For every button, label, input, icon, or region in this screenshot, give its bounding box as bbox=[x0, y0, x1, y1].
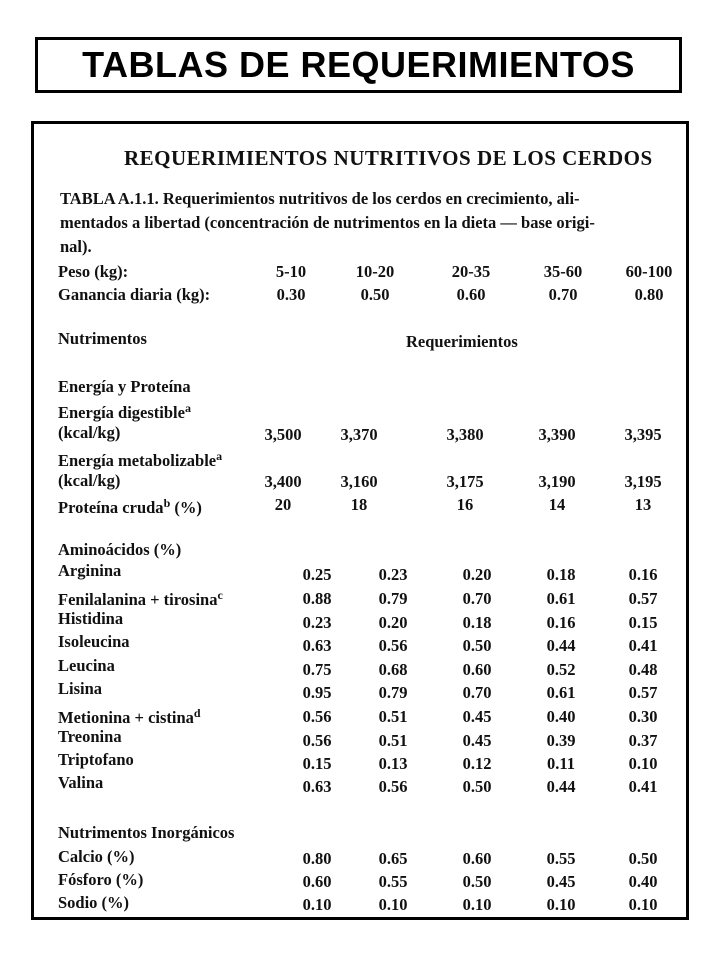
energia-digestible-value: 3,380 bbox=[446, 425, 484, 444]
peso-value: 20-35 bbox=[451, 262, 491, 281]
inorganico-value: 0.40 bbox=[628, 872, 658, 891]
ganancia-value: 0.60 bbox=[456, 285, 486, 304]
page-title: TABLAS DE REQUERIMIENTOS bbox=[82, 44, 635, 85]
inorganico-value: 0.10 bbox=[628, 895, 658, 914]
peso-label: Peso (kg): bbox=[58, 262, 129, 281]
aminoacido-value: 0.20 bbox=[462, 565, 492, 584]
aminoacido-label-text: Isoleucina bbox=[58, 632, 130, 651]
aminoacido-value: 0.30 bbox=[628, 707, 658, 726]
aminoacido-label bbox=[58, 631, 130, 653]
aminoacido-value: 0.45 bbox=[462, 707, 492, 726]
energia-metabolizable-value: 3,175 bbox=[446, 472, 484, 491]
inorganico-value: 0.55 bbox=[378, 872, 408, 891]
aminoacido-value: 0.56 bbox=[378, 777, 408, 796]
aminoacido-value: 0.15 bbox=[628, 613, 658, 632]
document-content bbox=[34, 124, 686, 917]
inorganico-value: 0.55 bbox=[546, 849, 576, 868]
ganancia-label: Ganancia diaria (kg): bbox=[58, 285, 211, 304]
aminoacido-value: 0.70 bbox=[462, 683, 492, 702]
kcal-label-2: (kcal/kg) bbox=[58, 471, 121, 490]
inorganico-label-text: Sodio (%) bbox=[58, 893, 130, 912]
footnote-b-mark: b bbox=[163, 496, 171, 510]
aminoacidos-section-label: Aminoácidos (%) bbox=[58, 540, 182, 559]
ganancia-value: 0.50 bbox=[360, 285, 390, 304]
page-title-box bbox=[35, 37, 682, 93]
aminoacido-value: 0.25 bbox=[302, 565, 332, 584]
aminoacido-value: 0.23 bbox=[302, 613, 332, 632]
energia-metabolizable-label bbox=[58, 445, 223, 470]
peso-value: 60-100 bbox=[625, 262, 673, 281]
aminoacido-label-footnote-mark: c bbox=[217, 588, 223, 602]
aminoacido-value: 0.48 bbox=[628, 660, 658, 679]
peso-value: 5-10 bbox=[275, 262, 307, 281]
aminoacido-value: 0.56 bbox=[302, 731, 332, 750]
aminoacido-value: 0.50 bbox=[462, 777, 492, 796]
aminoacido-value: 0.11 bbox=[547, 754, 575, 773]
aminoacido-value: 0.10 bbox=[628, 754, 658, 773]
aminoacido-value: 0.44 bbox=[546, 636, 576, 655]
ganancia-value: 0.30 bbox=[276, 285, 306, 304]
aminoacido-value: 0.61 bbox=[546, 683, 576, 702]
aminoacido-label bbox=[58, 772, 103, 794]
aminoacido-label-text: Arginina bbox=[58, 561, 122, 580]
energia-digestible-value: 3,390 bbox=[538, 425, 576, 444]
aminoacido-value: 0.57 bbox=[628, 589, 658, 608]
aminoacido-value: 0.56 bbox=[302, 707, 332, 726]
requerimientos-label: Requerimientos bbox=[406, 332, 518, 351]
aminoacido-value: 0.23 bbox=[378, 565, 408, 584]
inorganico-value: 0.45 bbox=[546, 872, 576, 891]
aminoacido-label-text: Histidina bbox=[58, 609, 124, 628]
aminoacido-value: 0.40 bbox=[546, 707, 576, 726]
aminoacido-label bbox=[58, 584, 223, 609]
aminoacido-value: 0.79 bbox=[378, 683, 408, 702]
aminoacido-value: 0.44 bbox=[546, 777, 576, 796]
caption-line-2: mentados a libertad (concentración de nutrimentos en la dieta — base origi- bbox=[60, 213, 595, 232]
aminoacido-label-text: Triptofano bbox=[58, 750, 134, 769]
aminoacido-label bbox=[58, 749, 134, 771]
aminoacido-value: 0.68 bbox=[378, 660, 408, 679]
aminoacido-value: 0.57 bbox=[628, 683, 658, 702]
proteina-label bbox=[58, 492, 202, 517]
inorganico-value: 0.10 bbox=[302, 895, 332, 914]
aminoacido-label-footnote-mark: d bbox=[193, 706, 201, 720]
aminoacido-label bbox=[58, 678, 102, 700]
energia-metabolizable-value: 3,195 bbox=[624, 472, 662, 491]
caption-line-3: nal). bbox=[60, 237, 92, 256]
inorganico-value: 0.10 bbox=[462, 895, 492, 914]
aminoacido-label bbox=[58, 702, 201, 727]
table-caption bbox=[60, 187, 688, 259]
inorganico-value: 0.10 bbox=[378, 895, 408, 914]
inorganico-value: 0.50 bbox=[628, 849, 658, 868]
aminoacido-value: 0.63 bbox=[302, 636, 332, 655]
energia-digestible-value: 3,500 bbox=[264, 425, 302, 444]
proteina-value: 13 bbox=[634, 495, 652, 514]
inorganico-value: 0.60 bbox=[302, 872, 332, 891]
scanned-document bbox=[31, 121, 689, 920]
aminoacido-value: 0.51 bbox=[378, 731, 408, 750]
aminoacido-value: 0.37 bbox=[628, 731, 658, 750]
aminoacido-label-text: Valina bbox=[58, 773, 104, 792]
proteina-value: 18 bbox=[350, 495, 368, 514]
aminoacido-label bbox=[58, 560, 121, 582]
aminoacido-value: 0.15 bbox=[302, 754, 332, 773]
aminoacido-value: 0.51 bbox=[378, 707, 408, 726]
aminoacido-value: 0.60 bbox=[462, 660, 492, 679]
energia-digestible-value: 3,370 bbox=[340, 425, 378, 444]
energia-metabolizable-value: 3,160 bbox=[340, 472, 378, 491]
energia-metabolizable-value: 3,400 bbox=[264, 472, 302, 491]
aminoacido-value: 0.88 bbox=[302, 589, 332, 608]
peso-value: 35-60 bbox=[543, 262, 583, 281]
inorganico-label bbox=[58, 846, 135, 868]
proteina-value: 16 bbox=[456, 495, 474, 514]
aminoacido-value: 0.16 bbox=[628, 565, 658, 584]
proteina-value: 14 bbox=[548, 495, 566, 514]
nutrimentos-label: Nutrimentos bbox=[58, 329, 147, 348]
aminoacido-value: 0.20 bbox=[378, 613, 408, 632]
proteina-text: Proteína cruda bbox=[58, 498, 164, 517]
caption-line-1: TABLA A.1.1. Requerimientos nutritivos de los cerdos en crecimiento, ali- bbox=[60, 189, 580, 208]
aminoacido-value: 0.18 bbox=[546, 565, 576, 584]
inorganico-value: 0.65 bbox=[378, 849, 408, 868]
proteina-unit: (%) bbox=[170, 498, 202, 517]
footnote-a-mark-2: a bbox=[216, 449, 223, 463]
aminoacido-value: 0.70 bbox=[462, 589, 492, 608]
aminoacido-value: 0.75 bbox=[302, 660, 332, 679]
aminoacido-label-text: Lisina bbox=[58, 679, 103, 698]
energia-digestible-value: 3,395 bbox=[624, 425, 662, 444]
energia-metabolizable-text: Energía metabolizable bbox=[58, 451, 217, 470]
inorganico-value: 0.80 bbox=[302, 849, 332, 868]
aminoacido-label bbox=[58, 655, 115, 677]
aminoacido-label-text: Leucina bbox=[58, 656, 115, 675]
proteina-value: 20 bbox=[274, 495, 292, 514]
inorganico-value: 0.10 bbox=[546, 895, 576, 914]
ganancia-value: 0.70 bbox=[548, 285, 578, 304]
inorganico-label-text: Fósforo (%) bbox=[58, 870, 144, 889]
document-heading: REQUERIMIENTOS NUTRITIVOS DE LOS CERDOS bbox=[124, 146, 653, 170]
aminoacido-value: 0.95 bbox=[302, 683, 332, 702]
aminoacido-value: 0.12 bbox=[462, 754, 492, 773]
inorganico-label bbox=[58, 892, 129, 914]
inorganico-label bbox=[58, 869, 143, 891]
aminoacido-value: 0.50 bbox=[462, 636, 492, 655]
ganancia-value: 0.80 bbox=[634, 285, 664, 304]
aminoacido-label-text: Metionina + cistina bbox=[58, 708, 194, 727]
aminoacido-label-text: Fenilalanina + tirosina bbox=[58, 590, 218, 609]
aminoacido-label bbox=[58, 726, 122, 748]
energia-digestible-text: Energía digestible bbox=[58, 403, 185, 422]
aminoacido-value: 0.52 bbox=[546, 660, 576, 679]
peso-value: 10-20 bbox=[355, 262, 395, 281]
aminoacido-value: 0.56 bbox=[378, 636, 408, 655]
aminoacido-label bbox=[58, 608, 123, 630]
aminoacido-value: 0.63 bbox=[302, 777, 332, 796]
footnote-a-mark: a bbox=[184, 401, 191, 415]
inorganicos-section-label: Nutrimentos Inorgánicos bbox=[58, 823, 235, 842]
kcal-label-1: (kcal/kg) bbox=[58, 423, 121, 442]
inorganico-value: 0.50 bbox=[462, 872, 492, 891]
aminoacido-value: 0.41 bbox=[628, 777, 658, 796]
aminoacido-label-text: Treonina bbox=[58, 727, 122, 746]
inorganico-value: 0.60 bbox=[462, 849, 492, 868]
aminoacido-value: 0.39 bbox=[546, 731, 576, 750]
energia-metabolizable-value: 3,190 bbox=[538, 472, 576, 491]
inorganico-label-text: Calcio (%) bbox=[58, 847, 135, 866]
aminoacido-value: 0.45 bbox=[462, 731, 492, 750]
aminoacido-value: 0.16 bbox=[546, 613, 576, 632]
aminoacido-value: 0.18 bbox=[462, 613, 492, 632]
aminoacido-value: 0.61 bbox=[546, 589, 576, 608]
aminoacido-value: 0.41 bbox=[628, 636, 658, 655]
aminoacido-value: 0.79 bbox=[378, 589, 408, 608]
energia-section-label: Energía y Proteína bbox=[58, 377, 191, 396]
aminoacido-value: 0.13 bbox=[378, 754, 408, 773]
energia-digestible-label bbox=[58, 397, 191, 422]
